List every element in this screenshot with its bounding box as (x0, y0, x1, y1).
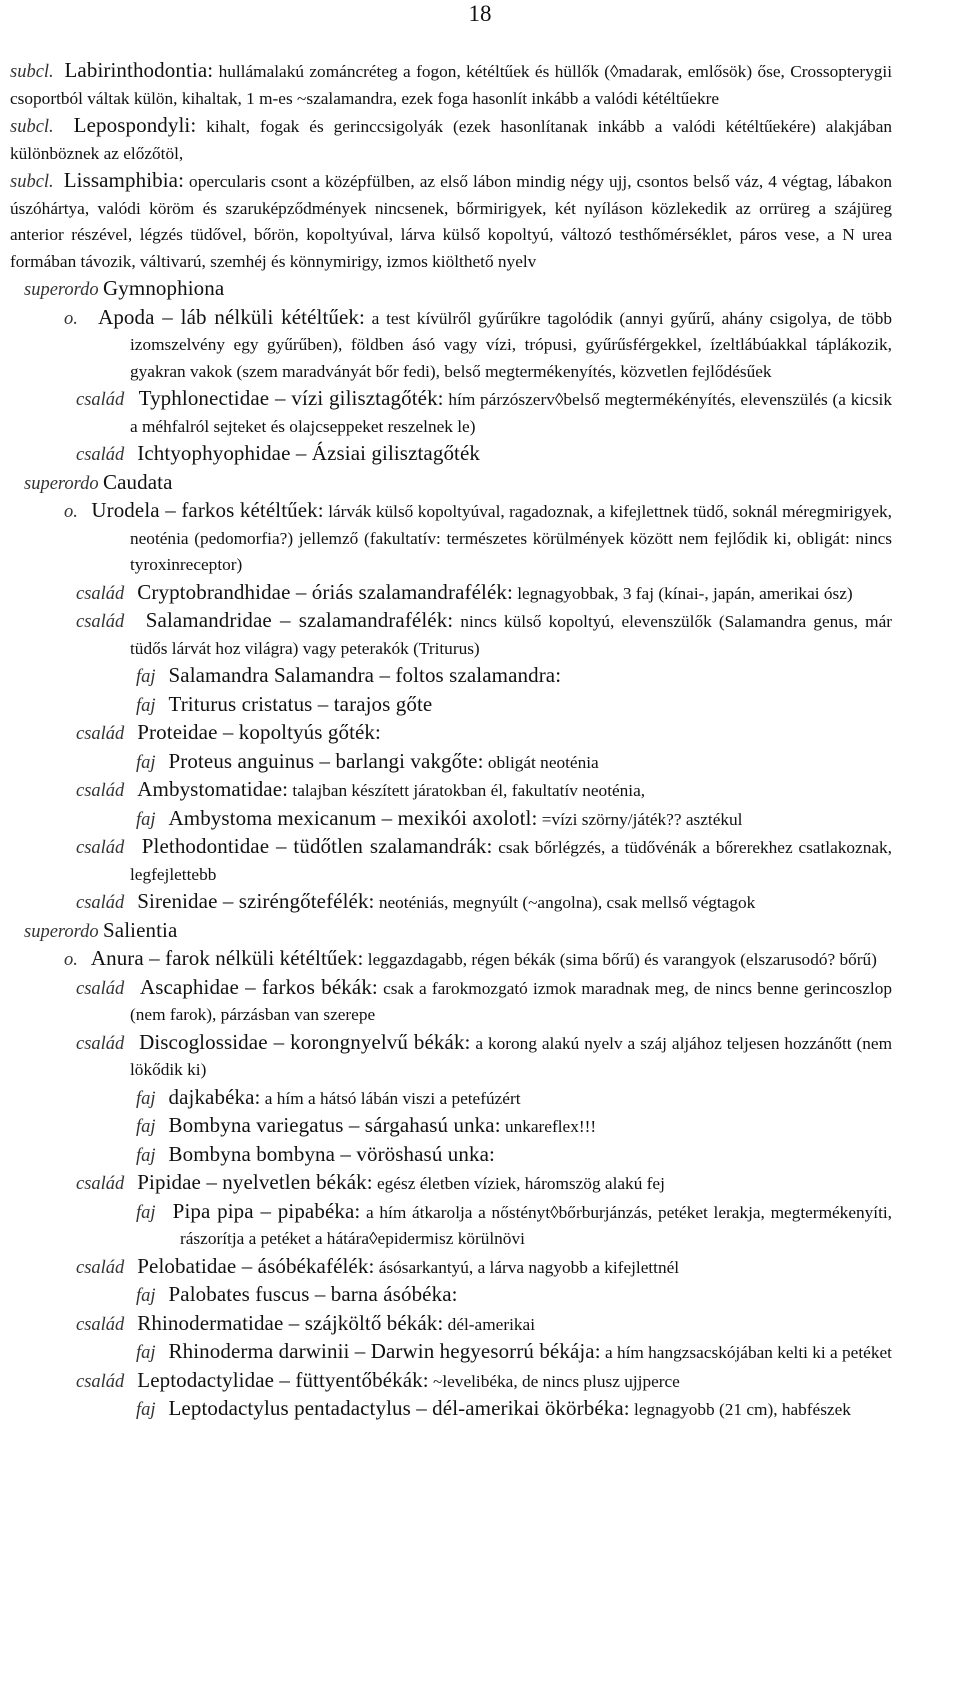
taxon-name: Rhinodermatidae – szájköltő békák: (137, 1310, 444, 1335)
entry-lissamphibia (10, 167, 892, 275)
taxon-name: Labirinthodontia: (64, 58, 214, 82)
entry-leptodactylidae (76, 1367, 892, 1396)
taxon-description: kihalt, fogak és gerinccsigolyák (ezek hasonlítanak inkább a valódi kétéltűekére) alakjában különböznek az előzőtöl, (10, 117, 893, 163)
entry-bombyna-bombyna (136, 1141, 892, 1170)
taxon-name: Lissamphibia: (63, 168, 185, 192)
rank-label: subcl. (10, 117, 54, 137)
entry-rhinodermatidae (76, 1310, 892, 1339)
taxon-name: Ascaphidae – farkos békák: (139, 974, 378, 999)
entry-labirinthodontia (10, 57, 892, 112)
taxon-description: a test kívülről gyűrűkre tagolódik (annyi gyűrű, ahány csigolya, de több izomszelvény egy gyűrűben), földben ásó vagy vízi, trópusi, gyűrűsférgekkel, ízeltlábúakkal táplákozik, gyakran vakok (szem maradványát bőr fedi), belső megtermékenyítés, közvetlen fejlődésűek (130, 308, 892, 381)
taxon-description: leggazdagabb, régen békák (sima bőrű) és varangyok (elszarusodó? bőrű) (363, 950, 877, 969)
taxon-description: dél-amerikai (443, 1314, 535, 1334)
rank-label: család (76, 445, 125, 465)
rank-label: subcl. (10, 172, 54, 192)
taxon-description: ~levelibéka, de nincs plusz ujjperce (428, 1371, 680, 1391)
entry-leptodactylus-pentadactylus (136, 1395, 892, 1424)
rank-label: család (76, 1371, 125, 1392)
entry-pipidae (76, 1169, 892, 1198)
rank-label: család (76, 1257, 125, 1278)
taxon-description: legnagyobbak, 3 faj (kínai-, japán, amerikai ósz) (512, 583, 853, 603)
taxon-name: Proteidae – kopoltyús gőték: (137, 720, 381, 744)
rank-label: család (76, 724, 125, 744)
taxon-description: a korong alakú nyelv a száj aljához teljesen hozzánőtt (nem lökődik ki) (130, 1033, 893, 1079)
taxon-description: lárvák külső kopoltyúval, ragadoznak, a kifejlettnek tüdő, soknál méregmirigyek, neoténia (pedomorfia?) jellemző (fakultatív: természetes körülmények között nem fejlődik ki, obligát: nincs tyroxinreceptor) (130, 502, 892, 574)
taxon-name: Salamandra Salamandra – foltos szalamandra: (168, 663, 562, 687)
taxon-description: ásósarkantyú, a lárva nagyobb a kifejlettnél (374, 1257, 680, 1277)
rank-label: család (76, 1314, 125, 1335)
entry-salamandra-salamandra (136, 662, 892, 691)
taxon-description: unkareflex!!! (500, 1117, 597, 1136)
entry-urodela (64, 497, 892, 579)
taxon-description: csak a farokmozgató izmok maradnak meg, de nincs benne gerincoszlop (nem farok), párzásban van szerepe (130, 978, 892, 1024)
entry-ascaphidae (76, 974, 892, 1029)
taxon-name: Leptodactylidae – füttyentőbékák: (137, 1367, 429, 1392)
entry-pelobatidae (76, 1253, 892, 1282)
rank-label: superordo (24, 921, 99, 942)
entry-discoglossidae (76, 1029, 892, 1084)
taxon-name: Apoda – láb nélküli kétéltűek: (98, 304, 365, 329)
entry-bombyna-variegatus (136, 1112, 892, 1141)
taxon-name: Lepospondyli: (73, 113, 197, 137)
rank-label: család (76, 893, 125, 913)
entry-triturus-cristatus (136, 691, 892, 720)
taxon-description: hím párzószerv◊belső megtermékényítés, elevenszülés (a kicsik a méhfalról sejteket és olajcseppeket reszelnek le) (130, 390, 892, 436)
entry-rhinoderma-darwinii (136, 1338, 892, 1367)
taxon-name: Caudata (103, 469, 173, 494)
entry-dajkabeka (136, 1084, 892, 1113)
rank-label: család (76, 612, 125, 632)
rank-label: faj (136, 695, 156, 716)
rank-label: család (76, 838, 125, 858)
rank-label: faj (136, 1343, 156, 1363)
taxon-name: Salamandridae – szalamandrafélék: (145, 608, 454, 632)
entry-anura (64, 945, 892, 974)
entry-pipa-pipa (136, 1198, 892, 1253)
rank-label: faj (136, 752, 156, 773)
rank-label: o. (64, 502, 78, 522)
rank-label: faj (136, 1400, 156, 1420)
taxon-name: Pipidae – nyelvetlen békák: (137, 1170, 373, 1194)
entry-typhlonectidae (76, 385, 892, 440)
rank-label: család (76, 583, 125, 604)
rank-label: superordo (24, 280, 99, 300)
entry-cryptobrandhidae (76, 579, 892, 608)
entry-salientia (10, 917, 892, 946)
taxon-name: Urodela – farkos kétéltűek: (91, 498, 324, 522)
taxon-name: Rhinoderma darwinii – Darwin hegyesorrú békája: (168, 1339, 601, 1363)
taxon-name: Pelobatidae – ásóbékafélék: (137, 1253, 375, 1278)
entry-caudata (10, 469, 892, 498)
taxon-name: Gymnophiona (103, 276, 225, 300)
rank-label: család (76, 390, 125, 410)
taxon-name: Cryptobrandhidae – óriás szalamandrafélék: (137, 579, 513, 604)
taxon-description: neoténiás, megnyúlt (~angolna), csak mellső végtagok (374, 893, 756, 912)
rank-label: család (76, 1033, 125, 1054)
taxon-name: Ambystoma mexicanum – mexikói axolotl: (168, 805, 538, 830)
taxon-name: Plethodontidae – tüdőtlen szalamandrák: (141, 834, 493, 858)
taxon-description: a hím a hátsó lábán viszi a petefúzért (260, 1088, 521, 1108)
rank-label: o. (64, 950, 78, 970)
taxon-name: Ichtyophyophidae – Ázsiai gilisztagőték (137, 441, 481, 465)
rank-label: faj (136, 1286, 156, 1306)
taxonomy-document (10, 57, 892, 1424)
taxon-description: csak bőrlégzés, a tüdővénák a bőrerekhez csatlakoznak, legfejlettebb (130, 838, 893, 884)
taxon-description: hullámalakú zománcréteg a fogon, kétéltűek és hüllők (◊madarak, emlősök) őse, Crossopterygii csoportból váltak külön, kihaltak, 1 m-es ~szalamandra, ezek foga hasonlít inkább a valódi kétéltűekre (10, 62, 893, 108)
taxon-description: legnagyobb (21 cm), habfészek (629, 1400, 851, 1419)
entry-apoda (64, 304, 892, 386)
taxon-description: =vízi szörny/játék?? asztékul (537, 809, 743, 829)
entry-sirenidae (76, 888, 892, 917)
rank-label: subcl. (10, 62, 54, 82)
taxon-description: talajban készített járatokban él, fakultatív neoténia, (288, 781, 646, 800)
rank-label: család (76, 978, 125, 999)
rank-label: superordo (24, 473, 99, 494)
entry-ambystoma-mexicanum (136, 805, 892, 834)
taxon-name: Bombyna variegatus – sárgahasú unka: (168, 1113, 501, 1137)
entry-gymnophiona (10, 275, 892, 304)
rank-label: faj (136, 1145, 156, 1166)
entry-proteus-anguinus (136, 748, 892, 777)
rank-label: faj (136, 809, 156, 830)
rank-label: faj (136, 667, 156, 687)
taxon-name: Anura – farok nélküli kétéltűek: (90, 946, 364, 970)
taxon-name: Discoglossidae – korongnyelvű békák: (139, 1029, 471, 1054)
rank-label: faj (136, 1117, 156, 1137)
taxon-name: Triturus cristatus – tarajos gőte (168, 691, 433, 716)
taxon-name: Ambystomatidae: (137, 777, 289, 801)
page-number: 18 (468, 1, 492, 26)
taxon-name: Proteus anguinus – barlangi vakgőte: (168, 748, 484, 773)
taxon-name: Bombyna bombyna – vöröshasú unka: (168, 1141, 495, 1166)
rank-label: faj (136, 1202, 156, 1223)
taxon-name: Typhlonectidae – vízi gilisztagőték: (138, 386, 444, 410)
entry-plethodontidae (76, 833, 892, 888)
taxon-description: a hím átkarolja a nőstényt◊bőrburjánzás, petéket lerakja, megtermékenyíti, rászorítja a petéket a hátára◊epidermisz körülnövi (180, 1202, 892, 1248)
taxon-name: Salientia (103, 917, 178, 942)
entry-palobates-fuscus (136, 1281, 892, 1310)
entry-proteidae (76, 719, 892, 748)
taxon-description: egész életben víziek, háromszög alakú fej (372, 1174, 665, 1193)
taxon-description: nincs külső kopoltyú, elevenszülők (Salamandra genus, már tüdős lárvát hoz világra) vagy peterakók (Triturus) (130, 612, 892, 658)
rank-label: család (76, 781, 125, 801)
taxon-description: a hím hangzsacskójában kelti ki a petéket (600, 1343, 892, 1362)
entry-salamandridae (76, 607, 892, 662)
taxon-name: Palobates fuscus – barna ásóbéka: (168, 1282, 458, 1306)
entry-ichtyophyophidae (76, 440, 892, 469)
taxon-description: obligát neoténia (483, 752, 599, 772)
rank-label: faj (136, 1088, 156, 1109)
taxon-name: Sirenidae – sziréngőtefélék: (137, 889, 375, 913)
taxon-name: Leptodactylus pentadactylus – dél-amerikai ökörbéka: (168, 1396, 630, 1420)
taxon-description: opercularis csont a középfülben, az első lábon mindig négy ujj, csontos belső váz, 4 végtag, lábakon úszóhártya, valódi köröm és szaruképződmények nincsenek, bőrmirigyek, két nyíláson közlekedik az orrüreg a szájüreg anterior részével, légzés tüdővel, bőrön, kopoltyúval, lárva külső kopoltyú, változó testhőmérséklet, páros vese, a N urea formában távozik, váltivarú, szemhéj és könnymirigy, izmos kiölthető nyelv (10, 172, 893, 271)
taxon-name: Pipa pipa – pipabéka: (172, 1198, 361, 1223)
rank-label: o. (64, 308, 78, 329)
rank-label: család (76, 1174, 125, 1194)
taxon-name: dajkabéka: (168, 1084, 261, 1109)
entry-lepospondyli (10, 112, 892, 167)
entry-ambystomatidae (76, 776, 892, 805)
